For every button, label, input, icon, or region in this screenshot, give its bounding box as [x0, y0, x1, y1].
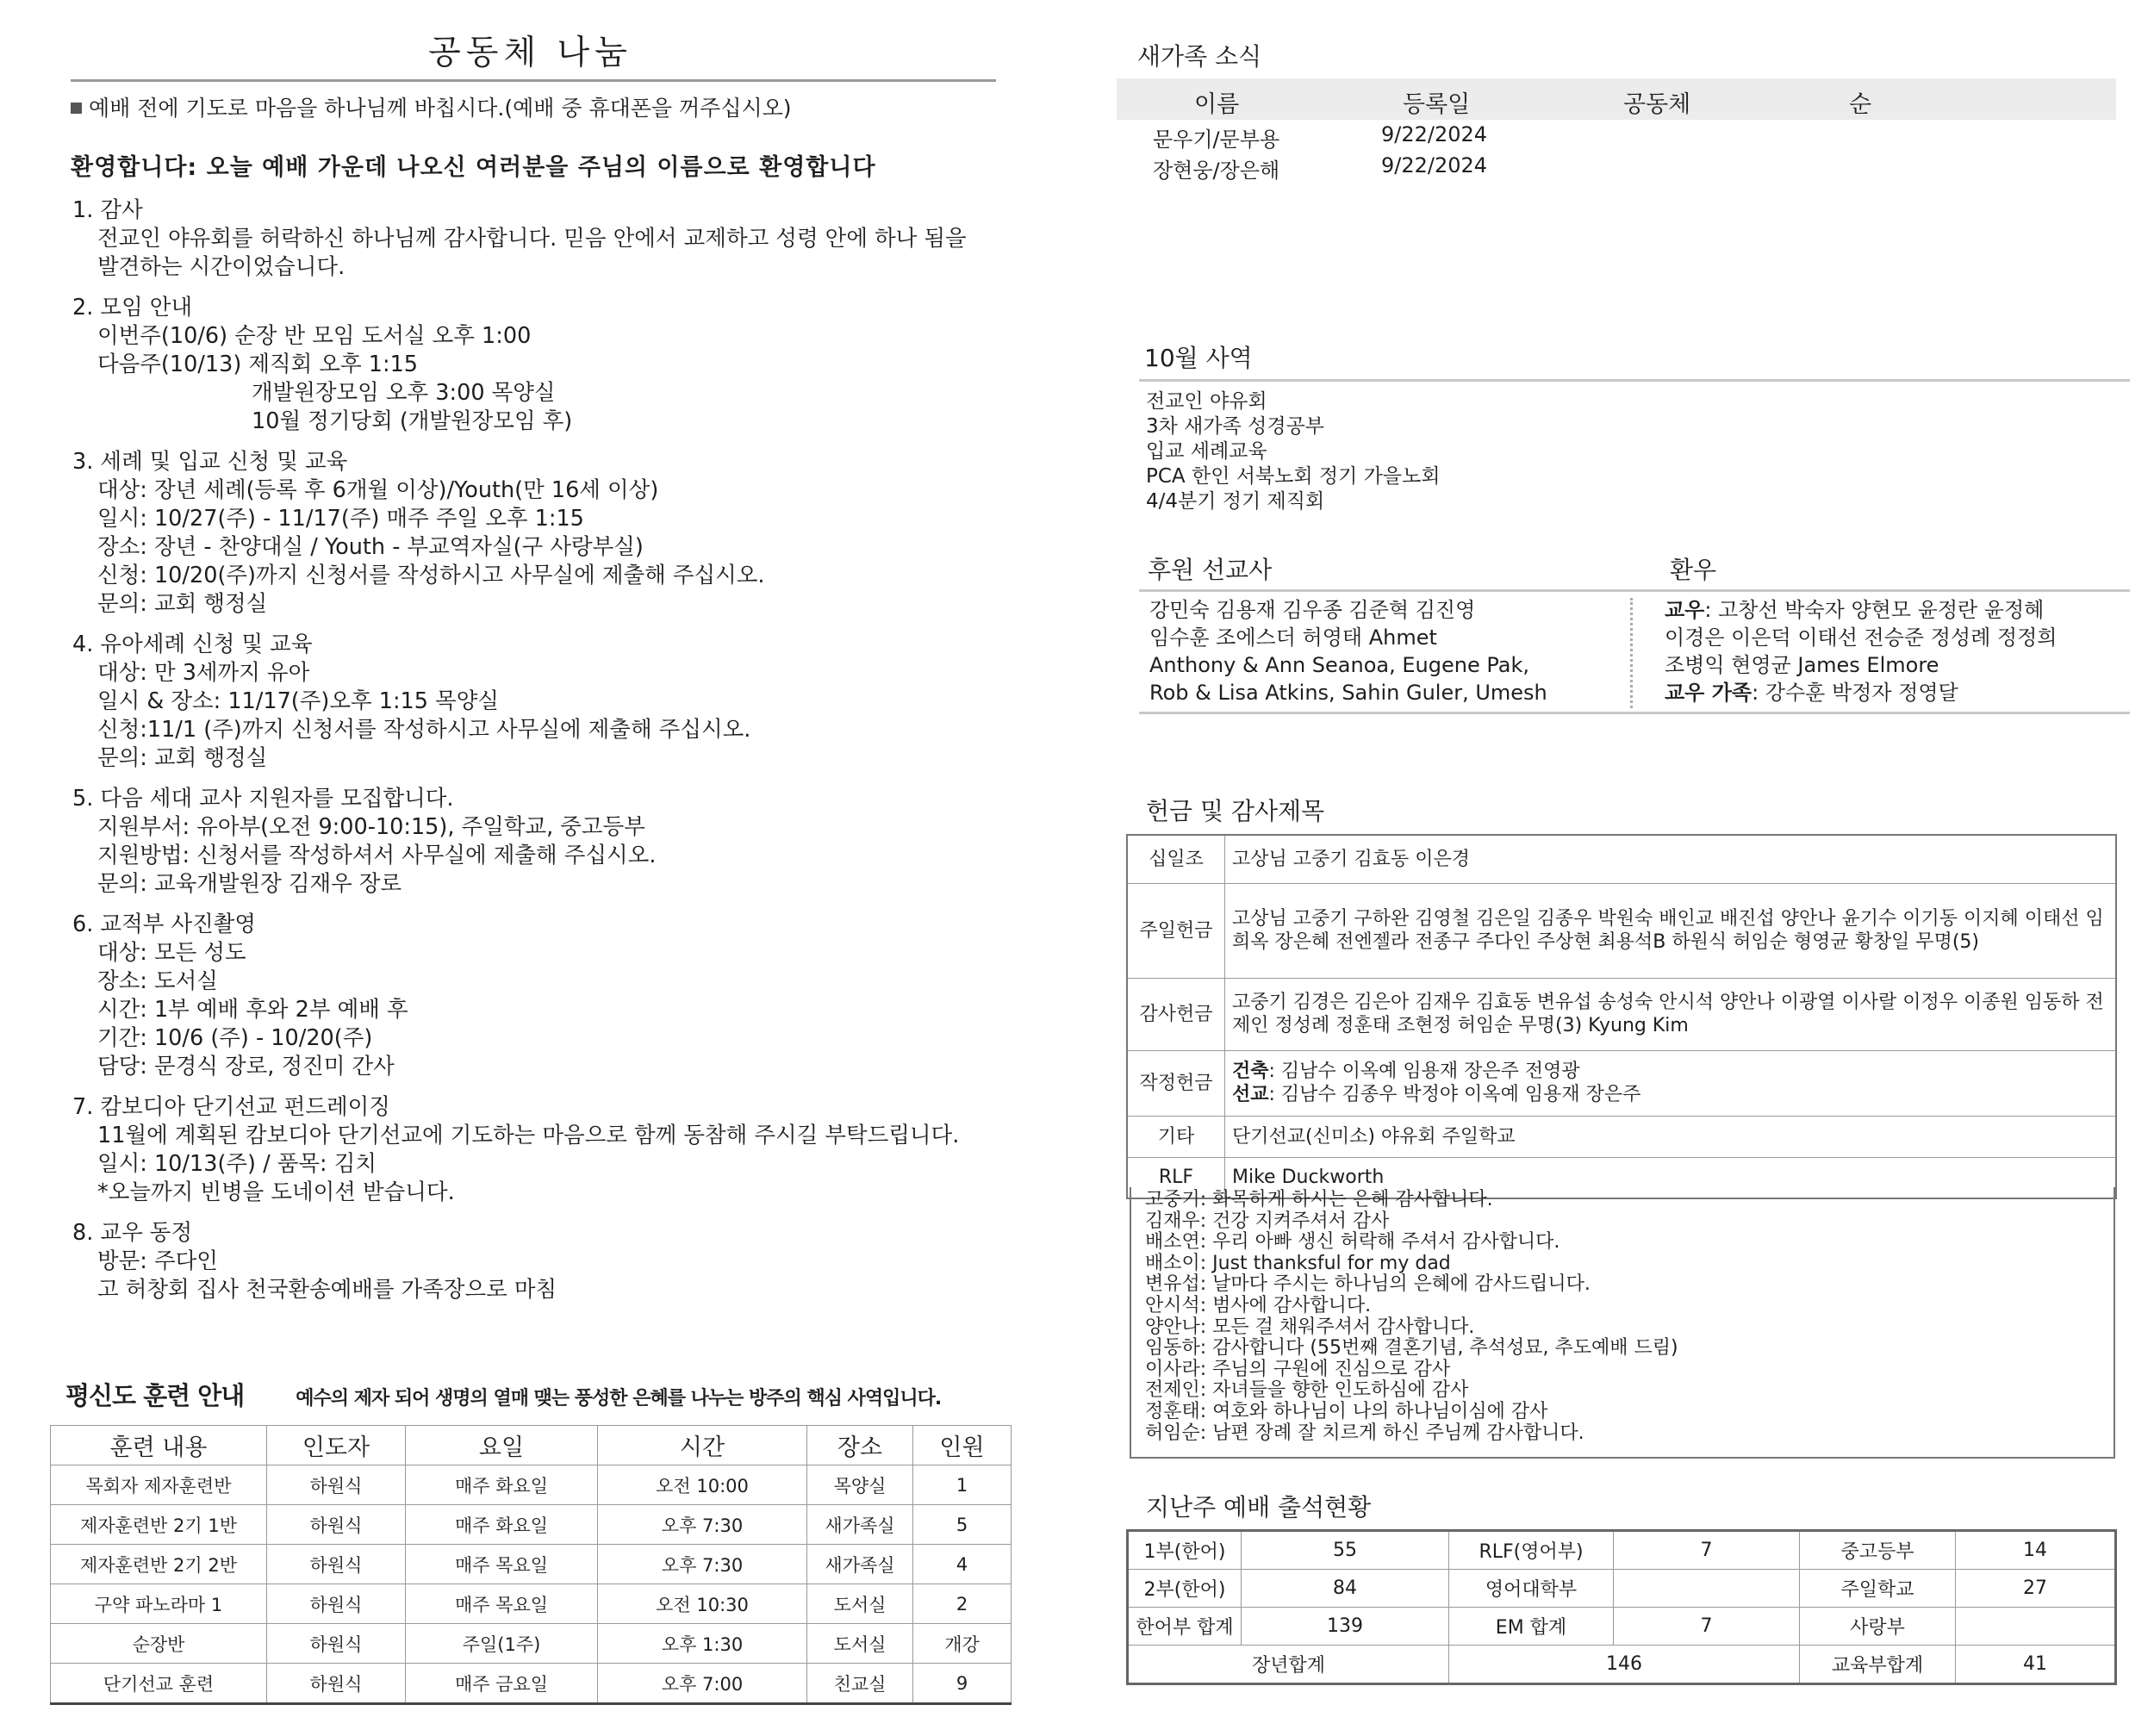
table-cell: 제자훈련반 2기 2반: [51, 1545, 267, 1584]
list-item: 안시석: 범사에 감사합니다.: [1145, 1294, 1372, 1316]
table-cell: 새가족실: [807, 1505, 913, 1545]
announcement-line: 담당: 문경식 장로, 정진미 간사: [97, 1054, 395, 1080]
list-item: 정훈태: 여호와 하나님이 나의 하나님이심에 감사: [1145, 1400, 1548, 1422]
announcement-line: 다음주(10/13) 제직회 오후 1:15: [97, 352, 419, 377]
attendance-label: 중고등부: [1800, 1531, 1956, 1570]
announcement-line: 일시 & 장소: 11/17(주)오후 1:15 목양실: [97, 688, 499, 714]
column-header: 장소: [807, 1426, 913, 1465]
patients-names: : 고창선 박숙자 양현모 윤정란 윤정혜: [1704, 598, 2045, 622]
list-item: 강민숙 김용재 김우종 김준혁 김진영: [1149, 598, 1476, 622]
announcement-item: [72, 294, 1003, 436]
column-header: 등록일: [1403, 91, 1471, 118]
left-column: [67, 0, 998, 1736]
announcement-line: 문의: 교육개발원장 김재우 장로: [97, 871, 402, 897]
list-item: 임동하: 감사합니다 (55번째 결혼기념, 추석성묘, 추도예배 드림): [1145, 1337, 1678, 1360]
list-item: 이사라: 주님의 구원에 진심으로 감사: [1145, 1358, 1451, 1380]
table-cell: 4: [913, 1545, 1012, 1584]
announcement-line: 대상: 만 3세까지 유아: [97, 660, 310, 686]
list-item: 4/4분기 정기 제직회: [1146, 490, 1325, 513]
patients-label: 교우: [1665, 598, 1705, 622]
table-row: [1128, 1570, 2116, 1608]
training-header: [65, 1377, 941, 1412]
announcement-title: 1. 감사: [72, 197, 143, 223]
table-cell: 오전 10:00: [598, 1465, 807, 1505]
announcement-line: 전교인 야유회를 허락하신 하나님께 감사합니다. 믿음 안에서 교제하고 성령 안에 하나 됨을: [97, 226, 967, 252]
list-item: 변유섭: 날마다 주시는 하나님의 은혜에 감사드립니다.: [1145, 1273, 1591, 1296]
new-family-name: 장현웅/장은해: [1153, 159, 1280, 183]
table-cell: 9: [913, 1664, 1012, 1704]
ministry-divider: [1139, 379, 2130, 382]
table-cell: 매주 화요일: [406, 1465, 598, 1505]
list-item: 전교인 야유회: [1146, 390, 1267, 413]
ministry-list: [1146, 389, 1441, 514]
attendance-count: 41: [1956, 1646, 2116, 1684]
table-cell: 오후 7:30: [598, 1505, 807, 1545]
attendance-label: 교육부합계: [1800, 1646, 1956, 1684]
list-item: 3차 새가족 성경공부: [1146, 415, 1324, 438]
offering-table: [1126, 834, 2117, 1199]
announcement-line: 문의: 교회 행정실: [97, 591, 268, 617]
missionaries-list: [1149, 596, 1547, 706]
table-row: [1128, 1531, 2116, 1570]
list-item: 배소이: Just thanksful for my dad: [1145, 1252, 1451, 1274]
attendance-count: [1956, 1608, 2116, 1646]
announcement-item: [72, 1219, 1003, 1304]
worship-notice: [71, 91, 792, 122]
attendance-table: [1126, 1529, 2117, 1685]
missionaries-title: 후원 선교사: [1148, 556, 1273, 584]
list-item: Anthony & Ann Seanoa, Eugene Pak,: [1149, 653, 1529, 677]
announcement-line: 기간: 10/6 (주) - 10/20(주): [97, 1025, 373, 1051]
training-subtitle: 예수의 제자 되어 생명의 열매 맺는 풍성한 은혜를 나누는 방주의 핵심 사역입니다.: [296, 1388, 942, 1409]
new-family-name: 문우기/문부용: [1153, 128, 1280, 152]
offering-names: Mike Duckworth: [1225, 1157, 2117, 1198]
table-cell: 도서실: [807, 1584, 913, 1624]
column-header: 인원: [913, 1426, 1012, 1465]
list-item: 전제인: 자녀들을 향한 인도하심에 감사: [1145, 1379, 1469, 1402]
table-row: [1127, 1116, 2116, 1157]
new-family-header: [1117, 78, 2116, 120]
announcement-line: 대상: 장년 세례(등록 후 6개월 이상)/Youth(만 16세 이상): [97, 477, 659, 503]
attendance-count: 7: [1614, 1608, 1800, 1646]
attendance-label: RLF(영어부): [1449, 1531, 1614, 1570]
announcement-line: 발견하는 시간이었습니다.: [97, 254, 346, 280]
announcement-line: *오늘까지 빈병을 도네이션 받습니다.: [97, 1179, 455, 1205]
announcement-title: 4. 유아세례 신청 및 교육: [72, 632, 313, 657]
announcement-line: 이번주(10/6) 순장 반 모임 도서실 오후 1:00: [97, 323, 532, 349]
announcement-item: [72, 1093, 1003, 1207]
table-cell: 친교실: [807, 1664, 913, 1704]
table-cell: 하원식: [267, 1624, 406, 1664]
attendance-label: EM 합계: [1449, 1608, 1614, 1646]
announcement-line: 고 허창회 집사 천국환송예배를 가족장으로 마침: [97, 1277, 557, 1303]
announcement-line: 일시: 10/13(주) / 품목: 김치: [97, 1151, 377, 1177]
announcement-item: [72, 196, 1003, 282]
announcement-list: [72, 196, 1003, 1316]
offering-label: 기타: [1127, 1116, 1225, 1157]
table-row: [51, 1545, 1012, 1584]
attendance-label: 영어대학부: [1449, 1570, 1614, 1608]
table-cell: 오전 10:30: [598, 1584, 807, 1624]
table-cell: 순장반: [51, 1624, 267, 1664]
table-row: [51, 1465, 1012, 1505]
attendance-label: 2부(한어): [1128, 1570, 1242, 1608]
table-cell: 1: [913, 1465, 1012, 1505]
column-header: 인도자: [267, 1426, 406, 1465]
table-cell: 새가족실: [807, 1545, 913, 1584]
table-cell: 목양실: [807, 1465, 913, 1505]
list-item: 이경은 이은덕 이태선 전승준 정성례 정정희: [1665, 625, 2058, 650]
table-cell: 구약 파노라마 1: [51, 1584, 267, 1624]
announcement-title: 8. 교우 동정: [72, 1220, 193, 1246]
table-cell: 단기선교 훈련: [51, 1664, 267, 1704]
page-title: 공동체 나눔: [428, 34, 632, 72]
table-row: [51, 1664, 1012, 1704]
offering-sublabel: 건축: [1232, 1061, 1269, 1082]
patients-label: 교우 가족: [1665, 681, 1752, 705]
list-item: 김재우: 건강 지켜주셔서 감사: [1145, 1210, 1390, 1232]
offering-label: RLF: [1127, 1157, 1225, 1198]
attendance-count: 139: [1242, 1608, 1449, 1646]
attendance-label: 장년합계: [1128, 1646, 1449, 1684]
announcement-line: 일시: 10/27(주) - 11/17(주) 매주 주일 오후 1:15: [97, 506, 584, 532]
announcement-line: 개발원장모임 오후 3:00 목양실: [252, 380, 556, 406]
list-item: 조병익 현영균 James Elmore: [1665, 653, 1939, 677]
offering-names: 고상님 고중기 구하완 김영철 김은일 김종우 박원숙 배인교 배진섭 양안나 윤기수 이기동 이지혜 이태선 임희옥 장은혜 전엔젤라 전종구 주다인 주상현 최용석B 하원식 허임순 형영균 황창일 무명(5): [1225, 883, 2117, 978]
table-row: [51, 1584, 1012, 1624]
list-item: PCA 한인 서북노회 정기 가을노회: [1146, 465, 1441, 488]
announcement-line: 11월에 계획된 캄보디아 단기선교에 기도하는 마음으로 함께 동참해 주시길 부탁드립니다.: [97, 1123, 960, 1148]
training-table: [50, 1425, 1012, 1705]
list-item: 임수훈 조에스더 허영태 Ahmet: [1149, 625, 1437, 650]
table-cell: 오후 7:00: [598, 1664, 807, 1704]
announcement-line: 대상: 모든 성도: [97, 940, 246, 966]
table-row: [51, 1624, 1012, 1664]
column-header: 요일: [406, 1426, 598, 1465]
attendance-count: 7: [1614, 1531, 1800, 1570]
table-row: [1127, 835, 2116, 883]
ministry-title: 10월 사역: [1144, 344, 1253, 372]
announcement-title: 2. 모임 안내: [72, 295, 193, 320]
table-row: [51, 1505, 1012, 1545]
table-header-row: [51, 1426, 1012, 1465]
table-cell: 도서실: [807, 1624, 913, 1664]
announcement-title: 3. 세례 및 입교 신청 및 교육: [72, 449, 348, 475]
announcement-title: 5. 다음 세대 교사 지원자를 모집합니다.: [72, 786, 454, 812]
table-cell: 오후 7:30: [598, 1545, 807, 1584]
offering-names: : 김남수 이옥예 임용재 장은주 전영광: [1268, 1061, 1580, 1082]
list-item: 양안나: 모든 걸 채워주셔서 감사합니다.: [1145, 1316, 1475, 1338]
list-item: Rob & Lisa Atkins, Sahin Guler, Umesh: [1149, 681, 1547, 705]
offering-label: 작정헌금: [1127, 1050, 1225, 1116]
attendance-count: 146: [1449, 1646, 1800, 1684]
column-header: 이름: [1194, 91, 1240, 118]
announcement-line: 장소: 도서실: [97, 968, 218, 994]
announcement-item: [72, 785, 1003, 899]
new-family-title: 새가족 소식: [1137, 42, 1262, 71]
offering-label: 감사헌금: [1127, 978, 1225, 1050]
list-item: 고중기: 화목하게 하시는 은혜 감사합니다.: [1145, 1189, 1493, 1210]
announcement-line: 신청: 10/20(주)까지 신청서를 작성하시고 사무실에 제출해 주십시오.: [97, 563, 765, 588]
list-item: 허임순: 남편 장례 잘 치르게 하신 주님께 감사합니다.: [1145, 1422, 1584, 1444]
offering-names: 고중기 김경은 김은아 김재우 김효동 변유섭 송성숙 안시석 양안나 이광열 이사랄 이정우 이종원 임동하 전제인 정성례 정훈태 조현정 허임순 무명(3) Kyung Kim: [1225, 978, 2117, 1050]
announcement-item: [72, 911, 1003, 1081]
offering-names: 고상님 고중기 김효동 이은경: [1225, 835, 2117, 883]
offering-names: : 김남수 김종우 박정야 이옥예 임용재 장은주: [1268, 1084, 1641, 1105]
table-cell: 주일(1주): [406, 1624, 598, 1664]
table-cell: 하원식: [267, 1584, 406, 1624]
list-item: [1665, 596, 2057, 624]
attendance-count: 55: [1242, 1531, 1449, 1570]
attendance-label: 한어부 합계: [1128, 1608, 1242, 1646]
table-cell: 매주 금요일: [406, 1664, 598, 1704]
table-cell: 개강: [913, 1624, 1012, 1664]
attendance-count: 27: [1956, 1570, 2116, 1608]
table-cell: 5: [913, 1505, 1012, 1545]
attendance-title: 지난주 예배 출석현황: [1146, 1493, 1372, 1521]
announcement-line: 지원방법: 신청서를 작성하셔서 사무실에 제출해 주십시오.: [97, 843, 657, 868]
table-cell: 2: [913, 1584, 1012, 1624]
table-cell: 목회자 제자훈련반: [51, 1465, 267, 1505]
attendance-count: 84: [1242, 1570, 1449, 1608]
announcement-item: [72, 631, 1003, 773]
offering-label: 십일조: [1127, 835, 1225, 883]
table-cell: 하원식: [267, 1545, 406, 1584]
announcement-line: 신청:11/1 (주)까지 신청서를 작성하시고 사무실에 제출해 주십시오.: [97, 717, 751, 743]
offering-sublabel: 선교: [1232, 1084, 1269, 1105]
title-divider: [71, 79, 996, 82]
welcome-message: 환영합니다: 오늘 예배 가운데 나오신 여러분을 주님의 이름으로 환영합니다: [71, 154, 876, 181]
announcement-title: 7. 캄보디아 단기선교 펀드레이징: [72, 1094, 390, 1120]
announcement-line: 방문: 주다인: [97, 1248, 218, 1274]
table-row: [1127, 1050, 2116, 1116]
thanks-list: [1130, 1187, 2115, 1459]
offering-names: 단기선교(신미소) 야유회 주일학교: [1225, 1116, 2117, 1157]
notice-text: 예배 전에 기도로 마음을 하나님께 바칩시다.(예배 중 휴대폰을 꺼주십시오): [89, 96, 792, 121]
announcement-title: 6. 교적부 사진촬영: [72, 912, 256, 937]
patients-title: 환우: [1670, 556, 1717, 584]
table-row: [1127, 883, 2116, 978]
attendance-label: 주일학교: [1800, 1570, 1956, 1608]
list-item: 입교 세례교육: [1146, 440, 1267, 463]
offering-title: 헌금 및 감사제목: [1146, 797, 1325, 825]
announcement-line: 지원부서: 유아부(오전 9:00-10:15), 주일학교, 중고등부: [97, 814, 645, 840]
patients-names: : 강수훈 박정자 정영달: [1752, 681, 1958, 705]
attendance-count: [1614, 1570, 1800, 1608]
attendance-label: 사랑부: [1800, 1608, 1956, 1646]
training-title: 평신도 훈련 안내: [65, 1381, 245, 1410]
list-item: [1665, 679, 2057, 706]
table-cell: 하원식: [267, 1505, 406, 1545]
patients-list: [1665, 596, 2057, 706]
missionaries-divider: [1139, 589, 2130, 592]
patients-divider: [1139, 712, 2130, 714]
table-cell: 제자훈련반 2기 1반: [51, 1505, 267, 1545]
announcement-line: 장소: 장년 - 찬양대실 / Youth - 부교역자실(구 사랑부실): [97, 534, 644, 560]
announcement-line: 시간: 1부 예배 후와 2부 예배 후: [97, 997, 408, 1023]
table-row: [1128, 1608, 2116, 1646]
column-header: 공동체: [1623, 91, 1691, 118]
announcement-line: 문의: 교회 행정실: [97, 745, 268, 771]
attendance-label: 1부(한어): [1128, 1531, 1242, 1570]
column-header: 순: [1849, 91, 1872, 118]
table-row: [1127, 978, 2116, 1050]
table-cell: 하원식: [267, 1664, 406, 1704]
offering-label: 주일헌금: [1127, 883, 1225, 978]
table-cell: 매주 화요일: [406, 1505, 598, 1545]
table-cell: 하원식: [267, 1465, 406, 1505]
list-item: 배소연: 우리 아빠 생신 허락해 주셔서 감사합니다.: [1145, 1231, 1560, 1254]
table-cell: 매주 목요일: [406, 1545, 598, 1584]
announcement-line: 10월 정기당회 (개발원장모임 후): [252, 408, 573, 434]
new-family-date: 9/22/2024: [1381, 122, 1488, 146]
attendance-count: 14: [1956, 1531, 2116, 1570]
column-separator: [1630, 598, 1633, 708]
new-family-date: 9/22/2024: [1381, 153, 1488, 177]
column-header: 훈련 내용: [51, 1426, 267, 1465]
table-row: [1128, 1646, 2116, 1684]
square-bullet-icon: [71, 103, 82, 114]
column-header: 시간: [598, 1426, 807, 1465]
announcement-item: [72, 448, 1003, 619]
table-cell: 오후 1:30: [598, 1624, 807, 1664]
offering-names: [1225, 1050, 2117, 1116]
table-cell: 매주 목요일: [406, 1584, 598, 1624]
